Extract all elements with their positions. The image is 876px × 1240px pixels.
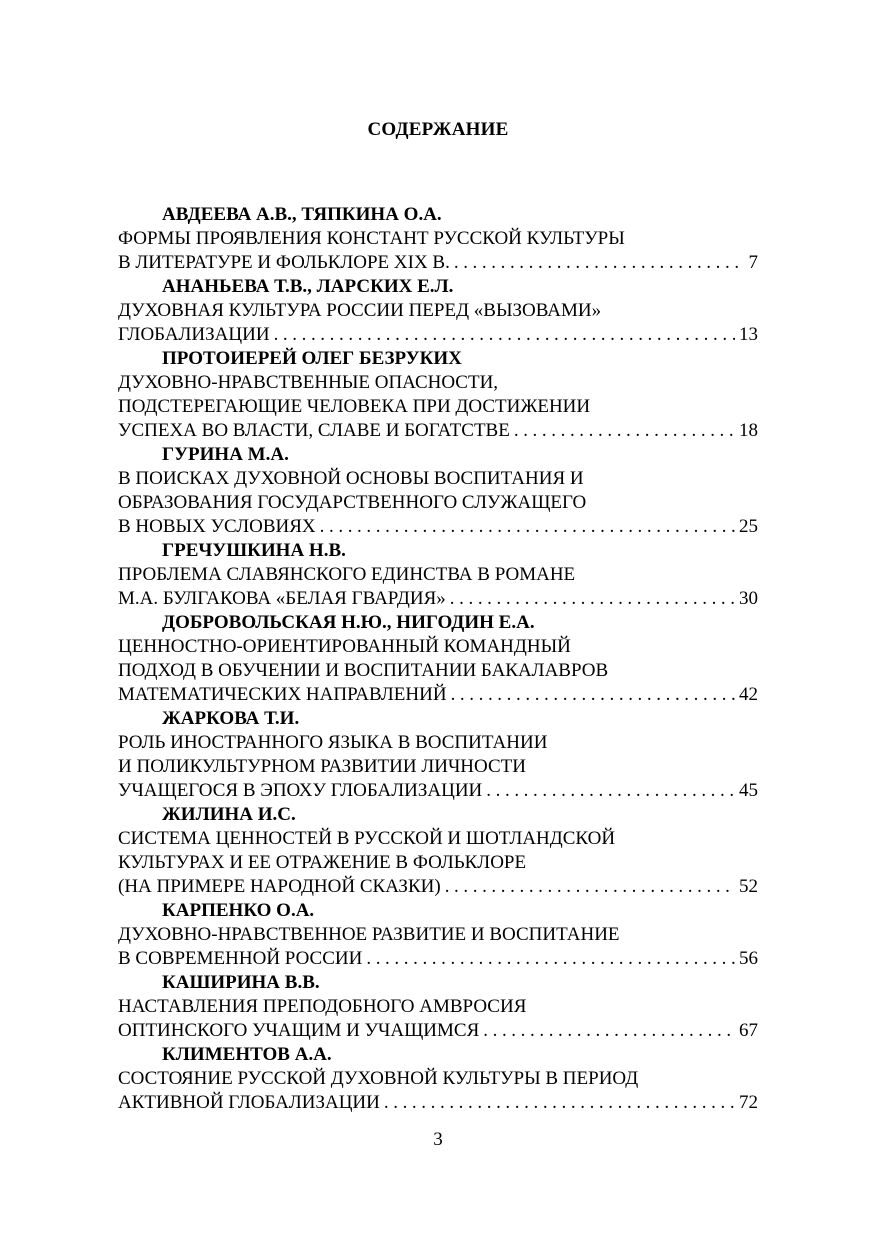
toc-entry-title-line: В ПОИСКАХ ДУХОВНОЙ ОСНОВЫ ВОСПИТАНИЯ И xyxy=(118,468,584,489)
toc-entry xyxy=(118,707,758,803)
toc-entry-page: 42 xyxy=(739,684,758,705)
dot-leader xyxy=(384,1091,735,1115)
toc-entry-author: АНАНЬЕВА Т.В., ЛАРСКИХ Е.Л. xyxy=(162,276,454,297)
toc-entry-title-line: В ЛИТЕРАТУРЕ И ФОЛЬКЛОРЕ XIX В. xyxy=(118,252,450,273)
toc-entry xyxy=(118,971,758,1043)
dot-leader xyxy=(366,947,735,971)
toc-entry-title-line: В НОВЫХ УСЛОВИЯХ xyxy=(118,516,316,537)
toc-entry-title-line: СИСТЕМА ЦЕННОСТЕЙ В РУССКОЙ И ШОТЛАНДСКОЙ xyxy=(118,828,616,849)
dot-leader xyxy=(514,419,735,443)
toc-entry xyxy=(118,803,758,899)
toc-entry xyxy=(118,899,758,971)
toc-entry xyxy=(118,1043,758,1115)
toc-entry-last-line xyxy=(118,1091,758,1115)
toc-entry-page: 7 xyxy=(748,252,758,273)
toc-entry-title-line: РОЛЬ ИНОСТРАННОГО ЯЗЫКА В ВОСПИТАНИИ xyxy=(118,732,548,753)
toc-entry-title-line: ДУХОВНО-НРАВСТВЕННОЕ РАЗВИТИЕ И ВОСПИТАНИЕ xyxy=(118,924,620,945)
toc-entry-last-line xyxy=(118,947,758,971)
dot-leader xyxy=(320,515,735,539)
dot-leader xyxy=(483,1019,735,1043)
toc-entry-title-line: УЧАЩЕГОСЯ В ЭПОХУ ГЛОБАЛИЗАЦИИ xyxy=(118,780,483,801)
toc-entry-last-line xyxy=(118,419,758,443)
toc-entry-title-line: (НА ПРИМЕРЕ НАРОДНОЙ СКАЗКИ) xyxy=(118,876,441,897)
toc-entry-last-line xyxy=(118,323,758,347)
page-title: СОДЕРЖАНИЕ xyxy=(367,119,509,140)
toc-entry-author: ЖИЛИНА И.С. xyxy=(162,804,296,825)
toc-entry-title-line: ОПТИНСКОГО УЧАЩИМ И УЧАЩИМСЯ xyxy=(118,1020,480,1041)
toc-entry-title-line: НАСТАВЛЕНИЯ ПРЕПОДОБНОГО АМВРОСИЯ xyxy=(118,996,527,1017)
toc-entry-author: ЖАРКОВА Т.И. xyxy=(162,708,300,729)
toc-entry-title-line: КУЛЬТУРАХ И ЕЕ ОТРАЖЕНИЕ В ФОЛЬКЛОРЕ xyxy=(118,852,527,873)
dot-leader xyxy=(450,587,735,611)
dot-leader xyxy=(451,683,735,707)
toc-entry-title-line: ЦЕННОСТНО-ОРИЕНТИРОВАННЫЙ КОМАНДНЫЙ xyxy=(118,636,571,657)
toc-entry-title-line: ФОРМЫ ПРОЯВЛЕНИЯ КОНСТАНТ РУССКОЙ КУЛЬТУРЫ xyxy=(118,228,625,249)
toc-entry-last-line xyxy=(118,875,758,899)
toc-entry-page: 67 xyxy=(739,1020,758,1041)
toc-entry-page: 18 xyxy=(739,420,758,441)
toc-entry-page: 45 xyxy=(739,780,758,801)
toc-entry-last-line xyxy=(118,1019,758,1043)
toc-entry xyxy=(118,347,758,443)
toc-entry-title-line: В СОВРЕМЕННОЙ РОССИИ xyxy=(118,948,363,969)
toc-entry-author: КЛИМЕНТОВ А.А. xyxy=(162,1044,332,1065)
toc-entry xyxy=(118,443,758,539)
dot-leader xyxy=(454,251,745,275)
toc-entry-title-line: ПОДХОД В ОБУЧЕНИИ И ВОСПИТАНИИ БАКАЛАВРОВ xyxy=(118,660,609,681)
toc-entry-author: ПРОТОИЕРЕЙ ОЛЕГ БЕЗРУКИХ xyxy=(162,348,462,369)
toc-entry xyxy=(118,275,758,347)
toc-entry-title-line: ПОДСТЕРЕГАЮЩИЕ ЧЕЛОВЕКА ПРИ ДОСТИЖЕНИИ xyxy=(118,396,591,417)
toc-entry-author: КАРПЕНКО О.А. xyxy=(162,900,315,921)
toc-entry-last-line xyxy=(118,251,758,275)
toc-entry-last-line xyxy=(118,515,758,539)
toc-entry-page: 30 xyxy=(739,588,758,609)
toc-entry-author: АВДЕЕВА А.В., ТЯПКИНА О.А. xyxy=(162,204,442,225)
toc-entry-author: ДОБРОВОЛЬСКАЯ Н.Ю., НИГОДИН Е.А. xyxy=(162,612,535,633)
toc-entry-page: 56 xyxy=(739,948,758,969)
toc-entry-author: ГУРИНА М.А. xyxy=(162,444,289,465)
dot-leader xyxy=(445,875,735,899)
dot-leader xyxy=(274,323,735,347)
toc-entry-title-line: СОСТОЯНИЕ РУССКОЙ ДУХОВНОЙ КУЛЬТУРЫ В ПЕРИОД xyxy=(118,1068,639,1089)
toc-entry-author: КАШИРИНА В.В. xyxy=(162,972,320,993)
table-of-contents xyxy=(118,203,758,1115)
toc-entry-title-line: ДУХОВНО-НРАВСТВЕННЫЕ ОПАСНОСТИ, xyxy=(118,372,499,393)
toc-entry-title-line: И ПОЛИКУЛЬТУРНОМ РАЗВИТИИ ЛИЧНОСТИ xyxy=(118,756,526,777)
toc-entry xyxy=(118,611,758,707)
toc-entry-title-line: ПРОБЛЕМА СЛАВЯНСКОГО ЕДИНСТВА В РОМАНЕ xyxy=(118,564,576,585)
toc-entry-author: ГРЕЧУШКИНА Н.В. xyxy=(162,540,346,561)
toc-entry-title-line: ГЛОБАЛИЗАЦИИ xyxy=(118,324,270,345)
toc-entry-title-line: М.А. БУЛГАКОВА «БЕЛАЯ ГВАРДИЯ» xyxy=(118,588,446,609)
toc-entry-last-line xyxy=(118,587,758,611)
toc-entry-title-line: ДУХОВНАЯ КУЛЬТУРА РОССИИ ПЕРЕД «ВЫЗОВАМИ» xyxy=(118,300,602,321)
toc-entry-last-line xyxy=(118,779,758,803)
toc-entry-title-line: УСПЕХА ВО ВЛАСТИ, СЛАВЕ И БОГАТСТВЕ xyxy=(118,420,510,441)
toc-entry-page: 52 xyxy=(739,876,758,897)
toc-entry-title-line: МАТЕМАТИЧЕСКИХ НАПРАВЛЕНИЙ xyxy=(118,684,447,705)
toc-entry-title-line: ОБРАЗОВАНИЯ ГОСУДАРСТВЕННОГО СЛУЖАЩЕГО xyxy=(118,492,587,513)
toc-entry-title-line: АКТИВНОЙ ГЛОБАЛИЗАЦИИ xyxy=(118,1092,380,1113)
toc-entry xyxy=(118,539,758,611)
page-number: 3 xyxy=(433,1129,443,1150)
toc-entry-page: 72 xyxy=(739,1092,758,1113)
toc-entry-page: 25 xyxy=(739,516,758,537)
toc-entry-last-line xyxy=(118,683,758,707)
dot-leader xyxy=(486,779,735,803)
toc-entry-page: 13 xyxy=(739,324,758,345)
toc-entry xyxy=(118,203,758,275)
